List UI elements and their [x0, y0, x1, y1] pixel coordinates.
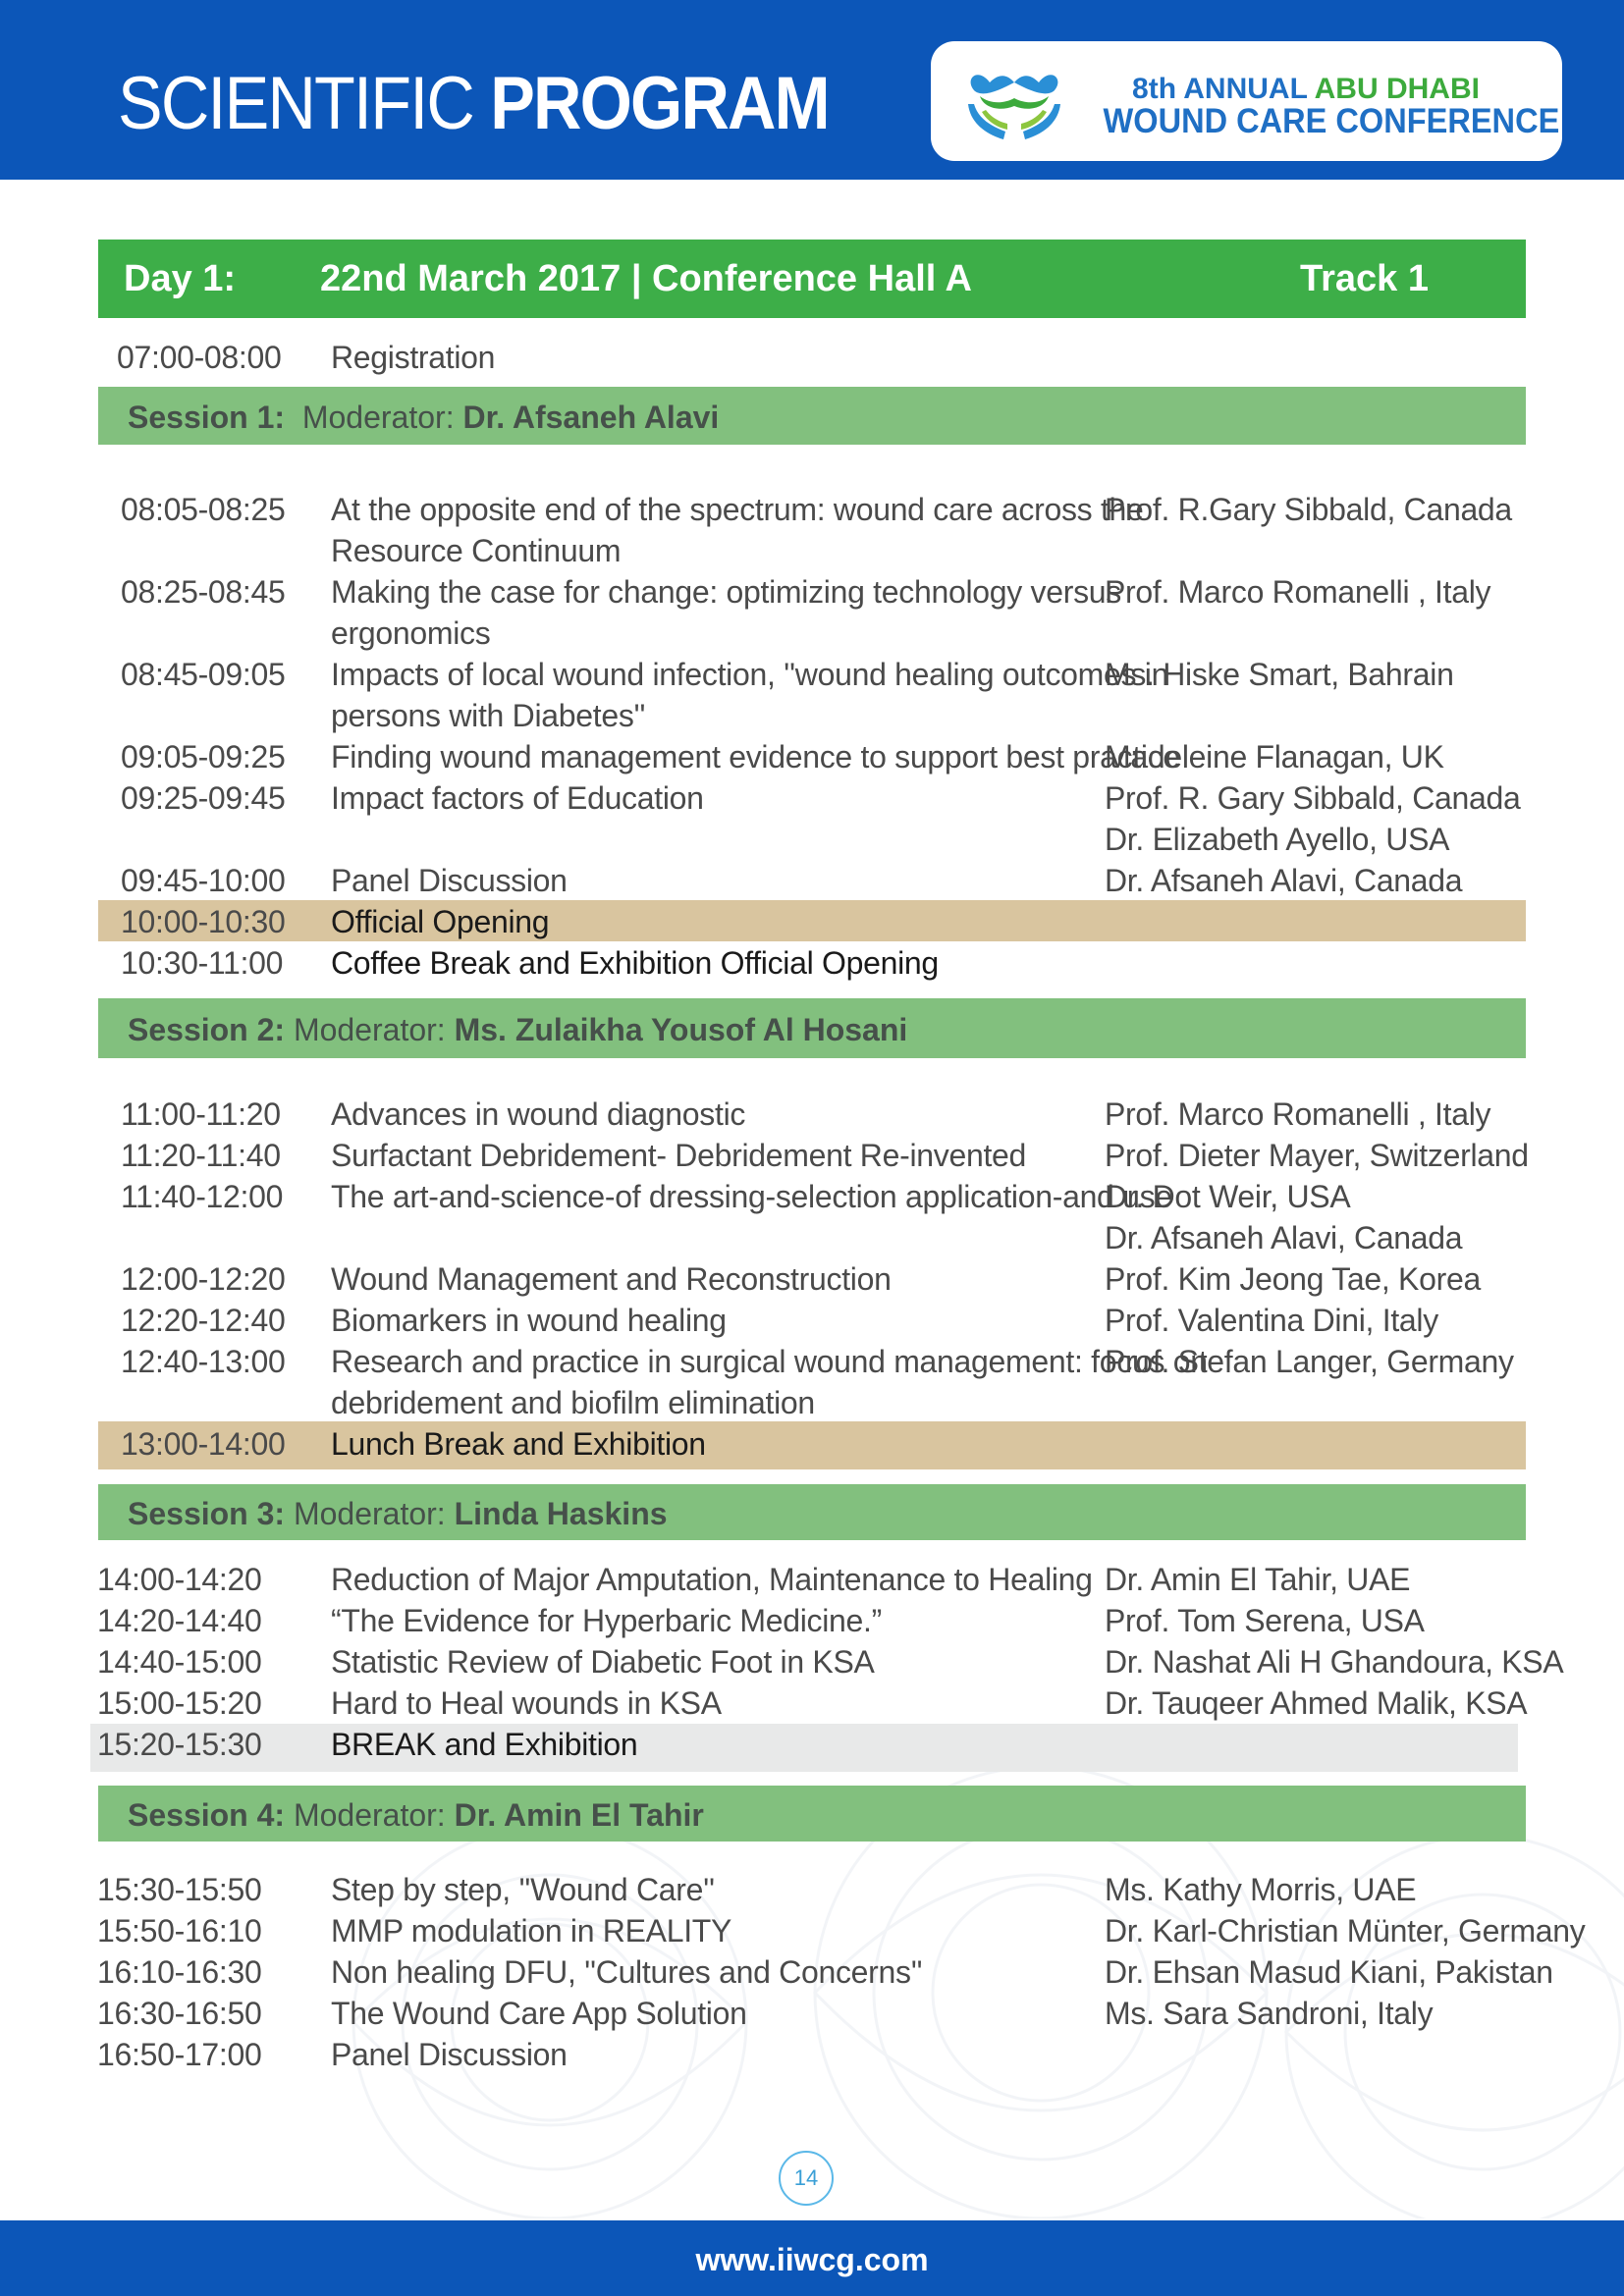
time-cell: 16:50-17:00 — [97, 2037, 262, 2072]
speaker: Dr. Karl-Christian Münter, Germany — [1105, 1913, 1586, 1949]
page-footer — [0, 2220, 1624, 2296]
talk-title: debridement and biofilm elimination — [331, 1385, 815, 1420]
speaker: Dr. Ehsan Masud Kiani, Pakistan — [1105, 1954, 1553, 1990]
opening-highlight — [98, 900, 1526, 941]
speaker: Ms. Hiske Smart, Bahrain — [1105, 657, 1454, 692]
day-date-hall: 22nd March 2017 | Conference Hall A — [320, 258, 972, 299]
talk-title: Making the case for change: optimizing technology versus — [331, 574, 1121, 610]
talk-title: Step by step, ''Wound Care'' — [331, 1872, 715, 1907]
logo-annual: 8th ANNUAL — [1132, 73, 1308, 105]
session-label: Session 1: — [128, 400, 286, 435]
speaker: Dr. Dot Weir, USA — [1105, 1179, 1351, 1214]
time-cell: 08:25-08:45 — [121, 574, 286, 610]
talk-title: Resource Continuum — [331, 533, 622, 568]
time-cell: 14:40-15:00 — [97, 1644, 262, 1680]
hands-logo-icon — [960, 61, 1068, 145]
opening-title: Official Opening — [331, 904, 550, 939]
talk-title: At the opposite end of the spectrum: wound care across the — [331, 492, 1144, 527]
moderator-label: Moderator: — [301, 400, 455, 435]
time-cell: 09:25-09:45 — [121, 780, 286, 816]
registration-time: 07:00-08:00 — [117, 340, 282, 375]
talk-title: Biomarkers in wound healing — [331, 1303, 727, 1338]
time-cell: 09:05-09:25 — [121, 739, 286, 774]
talk-title: Surfactant Debridement- Debridement Re-invented — [331, 1138, 1027, 1173]
time-cell: 08:45-09:05 — [121, 657, 286, 692]
time-cell: 12:40-13:00 — [121, 1344, 286, 1379]
speaker: Prof. Valentina Dini, Italy — [1105, 1303, 1438, 1338]
moderator-label: Moderator: — [293, 1012, 446, 1047]
talk-title: Panel Discussion — [331, 2037, 568, 2072]
title-light: SCIENTIFIC — [118, 62, 474, 145]
day-header-band — [98, 240, 1526, 318]
time-cell: 08:05-08:25 — [121, 492, 286, 527]
opening-time: 10:00-10:30 — [121, 904, 286, 939]
speaker: Prof. Stefan Langer, Germany — [1105, 1344, 1514, 1379]
talk-title: Advances in wound diagnostic — [331, 1096, 746, 1132]
time-cell: 15:30-15:50 — [97, 1872, 262, 1907]
session-1-header — [98, 387, 1526, 445]
break-highlight — [90, 1724, 1518, 1772]
time-cell: 11:40-12:00 — [121, 1179, 284, 1214]
time-cell: 12:20-12:40 — [121, 1303, 286, 1338]
session-label: Session 4: — [128, 1797, 286, 1833]
speaker: Ms. Sara Sandroni, Italy — [1105, 1996, 1434, 2031]
speaker: Prof. Kim Jeong Tae, Korea — [1105, 1261, 1481, 1297]
talk-title: Impact factors of Education — [331, 780, 704, 816]
talk-title: “The Evidence for Hyperbaric Medicine.” — [331, 1603, 882, 1638]
time-cell: 11:20-11:40 — [121, 1138, 281, 1173]
session-4-header — [98, 1786, 1526, 1842]
time-cell: 09:45-10:00 — [121, 863, 286, 898]
conference-logo — [931, 41, 1562, 161]
time-cell: 16:10-16:30 — [97, 1954, 262, 1990]
talk-title: Statistic Review of Diabetic Foot in KSA — [331, 1644, 875, 1680]
talk-title: Panel Discussion — [331, 863, 568, 898]
speaker: Dr. Elizabeth Ayello, USA — [1105, 822, 1450, 857]
session-2-header — [98, 998, 1526, 1058]
lunch-time: 13:00-14:00 — [121, 1426, 286, 1462]
speaker: Dr. Amin El Tahir, UAE — [1105, 1562, 1411, 1597]
speaker: Prof. R.Gary Sibbald, Canada — [1105, 492, 1512, 527]
speaker: Dr. Afsaneh Alavi, Canada — [1105, 1220, 1463, 1255]
speaker: Dr. Tauqeer Ahmed Malik, KSA — [1105, 1685, 1528, 1721]
talk-title: The Wound Care App Solution — [331, 1996, 747, 2031]
moderator-name: Linda Haskins — [454, 1496, 668, 1531]
speaker: Madeleine Flanagan, UK — [1105, 739, 1444, 774]
moderator-name: Dr. Amin El Tahir — [454, 1797, 704, 1833]
speaker: Prof. Marco Romanelli , Italy — [1105, 574, 1491, 610]
moderator-label: Moderator: — [293, 1496, 446, 1531]
moderator-name: Dr. Afsaneh Alavi — [462, 400, 720, 435]
time-cell: 14:00-14:20 — [97, 1562, 262, 1597]
session-3-header — [98, 1484, 1526, 1540]
lunch-title: Lunch Break and Exhibition — [331, 1426, 706, 1462]
time-cell: 14:20-14:40 — [97, 1603, 262, 1638]
talk-title: Non healing DFU, ''Cultures and Concerns'' — [331, 1954, 923, 1990]
talk-title: Wound Management and Reconstruction — [331, 1261, 892, 1297]
talk-title: ergonomics — [331, 615, 491, 651]
logo-line-2: WOUND CARE CONFERENCE — [1103, 102, 1560, 140]
speaker: Prof. R. Gary Sibbald, Canada — [1105, 780, 1521, 816]
track-label: Track 1 — [1300, 258, 1429, 299]
session-label: Session 3: — [128, 1496, 286, 1531]
coffee-time: 10:30-11:00 — [121, 945, 284, 981]
time-cell: 16:30-16:50 — [97, 1996, 262, 2031]
moderator-label: Moderator: — [293, 1797, 446, 1833]
talk-title: The art-and-science-of dressing-selection application-and use — [331, 1179, 1172, 1214]
speaker: Prof. Tom Serena, USA — [1105, 1603, 1425, 1638]
speaker: Dr. Nashat Ali H Ghandoura, KSA — [1105, 1644, 1564, 1680]
talk-title: Hard to Heal wounds in KSA — [331, 1685, 722, 1721]
break-title: BREAK and Exhibition — [331, 1727, 638, 1762]
session-label: Session 2: — [128, 1012, 286, 1047]
time-cell: 12:00-12:20 — [121, 1261, 286, 1297]
lunch-highlight — [98, 1421, 1526, 1469]
coffee-title: Coffee Break and Exhibition Official Opening — [331, 945, 939, 981]
time-cell: 15:50-16:10 — [97, 1913, 262, 1949]
time-cell: 15:00-15:20 — [97, 1685, 262, 1721]
speaker: Dr. Afsaneh Alavi, Canada — [1105, 863, 1463, 898]
talk-title: Impacts of local wound infection, ''wound healing outcomes in — [331, 657, 1169, 692]
logo-abu-dhabi: ABU DHABI — [1314, 73, 1480, 105]
website-link[interactable]: www.iiwcg.com — [695, 2242, 929, 2277]
speaker: Prof. Dieter Mayer, Switzerland — [1105, 1138, 1529, 1173]
page-title — [118, 61, 829, 146]
page-number: 14 — [779, 2151, 834, 2206]
talk-title: Research and practice in surgical wound management: focus on — [331, 1344, 1208, 1379]
talk-title: Finding wound management evidence to support best practice — [331, 739, 1180, 774]
registration-title: Registration — [331, 340, 496, 375]
speaker: Ms. Kathy Morris, UAE — [1105, 1872, 1417, 1907]
speaker: Prof. Marco Romanelli , Italy — [1105, 1096, 1491, 1132]
day-label: Day 1: — [124, 258, 237, 299]
logo-line-1 — [1100, 73, 1512, 106]
break-time: 15:20-15:30 — [97, 1727, 262, 1762]
time-cell: 11:00-11:20 — [121, 1096, 281, 1132]
page-header — [0, 0, 1624, 180]
talk-title: persons with Diabetes'' — [331, 698, 646, 733]
talk-title: MMP modulation in REALITY — [331, 1913, 732, 1949]
talk-title: Reduction of Major Amputation, Maintenance to Healing — [331, 1562, 1093, 1597]
moderator-name: Ms. Zulaikha Yousof Al Hosani — [454, 1012, 908, 1047]
title-bold: PROGRAM — [490, 62, 829, 145]
